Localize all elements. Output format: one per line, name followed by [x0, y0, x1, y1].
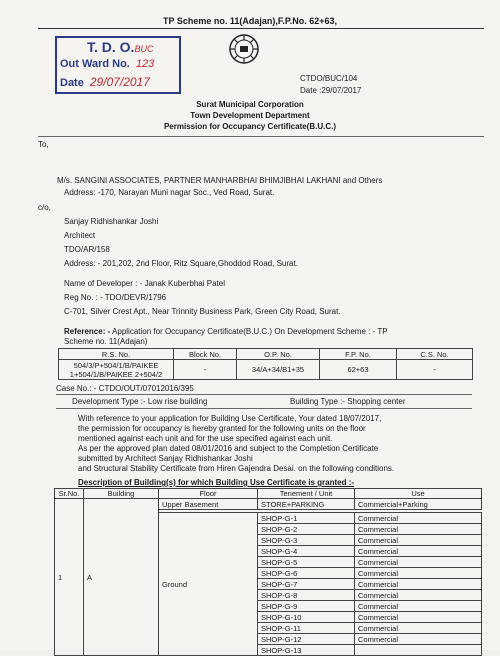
to-label: To,	[38, 140, 49, 149]
building-cell: A	[84, 499, 159, 656]
unit-cell: SHOP-G-12	[258, 634, 355, 645]
unit-cell: STORE+PARKING	[258, 499, 355, 510]
stamp-title-suffix: BUC	[134, 44, 154, 54]
unit-cell: SHOP-G-7	[258, 579, 355, 590]
unit-cell: SHOP-G-11	[258, 623, 355, 634]
table-header: Block No.	[174, 349, 237, 360]
smc-emblem-icon	[228, 33, 260, 65]
table-row	[55, 499, 482, 510]
unit-cell: SHOP-G-3	[258, 535, 355, 546]
use-cell: Commercial	[355, 601, 482, 612]
table-header: Use	[355, 489, 482, 499]
divider	[56, 394, 472, 395]
reference-text-cont: Scheme no. 11(Adajan)	[64, 337, 148, 346]
development-type: Development Type :- Low rise building	[72, 397, 208, 406]
description-title: Description of Building(s) for which Building Use Certificate is granted :-	[78, 478, 355, 487]
reference-date: Date :29/07/2017	[300, 86, 362, 95]
plot-details-table	[58, 348, 473, 380]
header-rule	[38, 28, 484, 29]
stamp-outward-number: Out Ward No. 123	[60, 58, 155, 70]
case-number: Case No.: - CTDO/OUT/07012016/395	[56, 384, 194, 393]
architect-name: Sanjay Ridhishankar Joshi	[64, 217, 159, 226]
reference-line	[64, 327, 388, 337]
use-cell: Commercial	[355, 568, 482, 579]
use-cell: Commercial	[355, 546, 482, 557]
op-number-cell: 34/A+34/B1+35	[237, 360, 320, 380]
floor-cell: Upper Basement	[159, 499, 258, 510]
org-department: Town Development Department	[190, 111, 310, 120]
unit-cell: SHOP-G-6	[258, 568, 355, 579]
stamp-date: Date 29/07/2017	[60, 75, 150, 89]
unit-cell: SHOP-G-5	[258, 557, 355, 568]
fp-number-cell: 62+63	[320, 360, 397, 380]
addressee-address: Address: -170, Narayan Muni nagar Soc., Ved Road, Surat.	[64, 188, 275, 197]
table-header: Floor	[159, 489, 258, 499]
developer-name: Name of Developer : - Janak Kuberbhai Patel	[64, 279, 225, 288]
document-header-title: TP Scheme no. 11(Adajan),F.P.No. 62+63,	[163, 16, 337, 26]
use-cell: Commercial	[355, 524, 482, 535]
use-cell: Commercial	[355, 535, 482, 546]
reference-label: Reference: -	[64, 327, 111, 336]
plot-table-row	[59, 360, 473, 380]
table-header: F.P. No.	[320, 349, 397, 360]
developer-reg: Reg No. : - TDO/DEVR/1796	[64, 293, 167, 302]
units-table-header-row	[55, 489, 482, 499]
table-header: Building	[84, 489, 159, 499]
use-cell: Commercial	[355, 557, 482, 568]
table-header: Tenement / Unit	[258, 489, 355, 499]
divider	[56, 408, 472, 409]
care-of-label: c/o,	[38, 203, 51, 212]
units-table	[54, 488, 482, 656]
developer-address: C-701, Silver Crest Apt., Near Trinnity Business Park, Green City Road, Surat.	[64, 307, 341, 316]
rs-number-cell: 504/3/P+504/1/B/PAIKEE 1+504/1/B/PAIKEE 2+504/2	[59, 360, 174, 380]
stamp-title: T. D. O.BUC	[87, 39, 154, 55]
unit-cell: SHOP-G-1	[258, 513, 355, 524]
tdo-outward-stamp	[55, 36, 181, 94]
body-line: submitted by Architect Sanjay Ridhishankar Joshi	[78, 454, 253, 463]
org-name: Surat Municipal Corporation	[196, 100, 304, 109]
architect-reg: TDO/AR/158	[64, 245, 110, 254]
architect-role: Architect	[64, 231, 96, 240]
use-cell	[355, 645, 482, 656]
body-line: and Structural Stability Certificate from Hiren Gajendra Desai. on the following conditions.	[78, 464, 395, 473]
body-line: With reference to your application for Building Use Certificate, Your dated 18/07/2017,	[78, 414, 382, 423]
unit-cell: SHOP-G-8	[258, 590, 355, 601]
block-number-cell: -	[174, 360, 237, 380]
unit-cell: SHOP-G-9	[258, 601, 355, 612]
unit-cell: SHOP-G-10	[258, 612, 355, 623]
cs-number-cell: -	[397, 360, 473, 380]
table-header: Sr.No.	[55, 489, 84, 499]
architect-address: Address: - 201,202, 2nd Floor, Ritz Square,Ghoddod Road, Surat.	[64, 259, 298, 268]
document-subject: Permission for Occupancy Certificate(B.U.C.)	[163, 122, 337, 131]
reference-number: CTDO/BUC/104	[300, 74, 358, 83]
unit-cell: SHOP-G-13	[258, 645, 355, 656]
use-cell: Commercial	[355, 623, 482, 634]
use-cell: Commercial+Parking	[355, 499, 482, 510]
table-header: O.P. No.	[237, 349, 320, 360]
table-header: C.S. No.	[397, 349, 473, 360]
body-line: As per the approved plan dated 08/01/2016 and subject to the Completion Certificate	[78, 444, 379, 453]
building-type: Building Type :- Shopping center	[290, 397, 406, 406]
body-line: the permission for occupancy is hereby granted for the following units on the floor	[78, 424, 366, 433]
divider	[38, 136, 484, 137]
plot-table-header-row	[59, 349, 473, 360]
ground-floor-cell: Ground	[159, 513, 258, 656]
unit-cell: SHOP-G-4	[258, 546, 355, 557]
sr-number-cell: 1	[55, 499, 84, 656]
table-header: R.S. No.	[59, 349, 174, 360]
use-cell: Commercial	[355, 513, 482, 524]
reference-text: Application for Occupancy Certificate(B.U.C.) On Development Scheme : - TP	[112, 327, 388, 336]
unit-cell: SHOP-G-2	[258, 524, 355, 535]
body-line: mentioned against each unit and for the use specified against each unit.	[78, 434, 333, 443]
use-cell: Commercial	[355, 579, 482, 590]
use-cell: Commercial	[355, 612, 482, 623]
addressee-name: M/s. SANGINI ASSOCIATES, PARTNER MANHARBHAI BHIMJIBHAI LAKHANI and Others	[57, 176, 383, 185]
use-cell: Commercial	[355, 590, 482, 601]
use-cell: Commercial	[355, 634, 482, 645]
